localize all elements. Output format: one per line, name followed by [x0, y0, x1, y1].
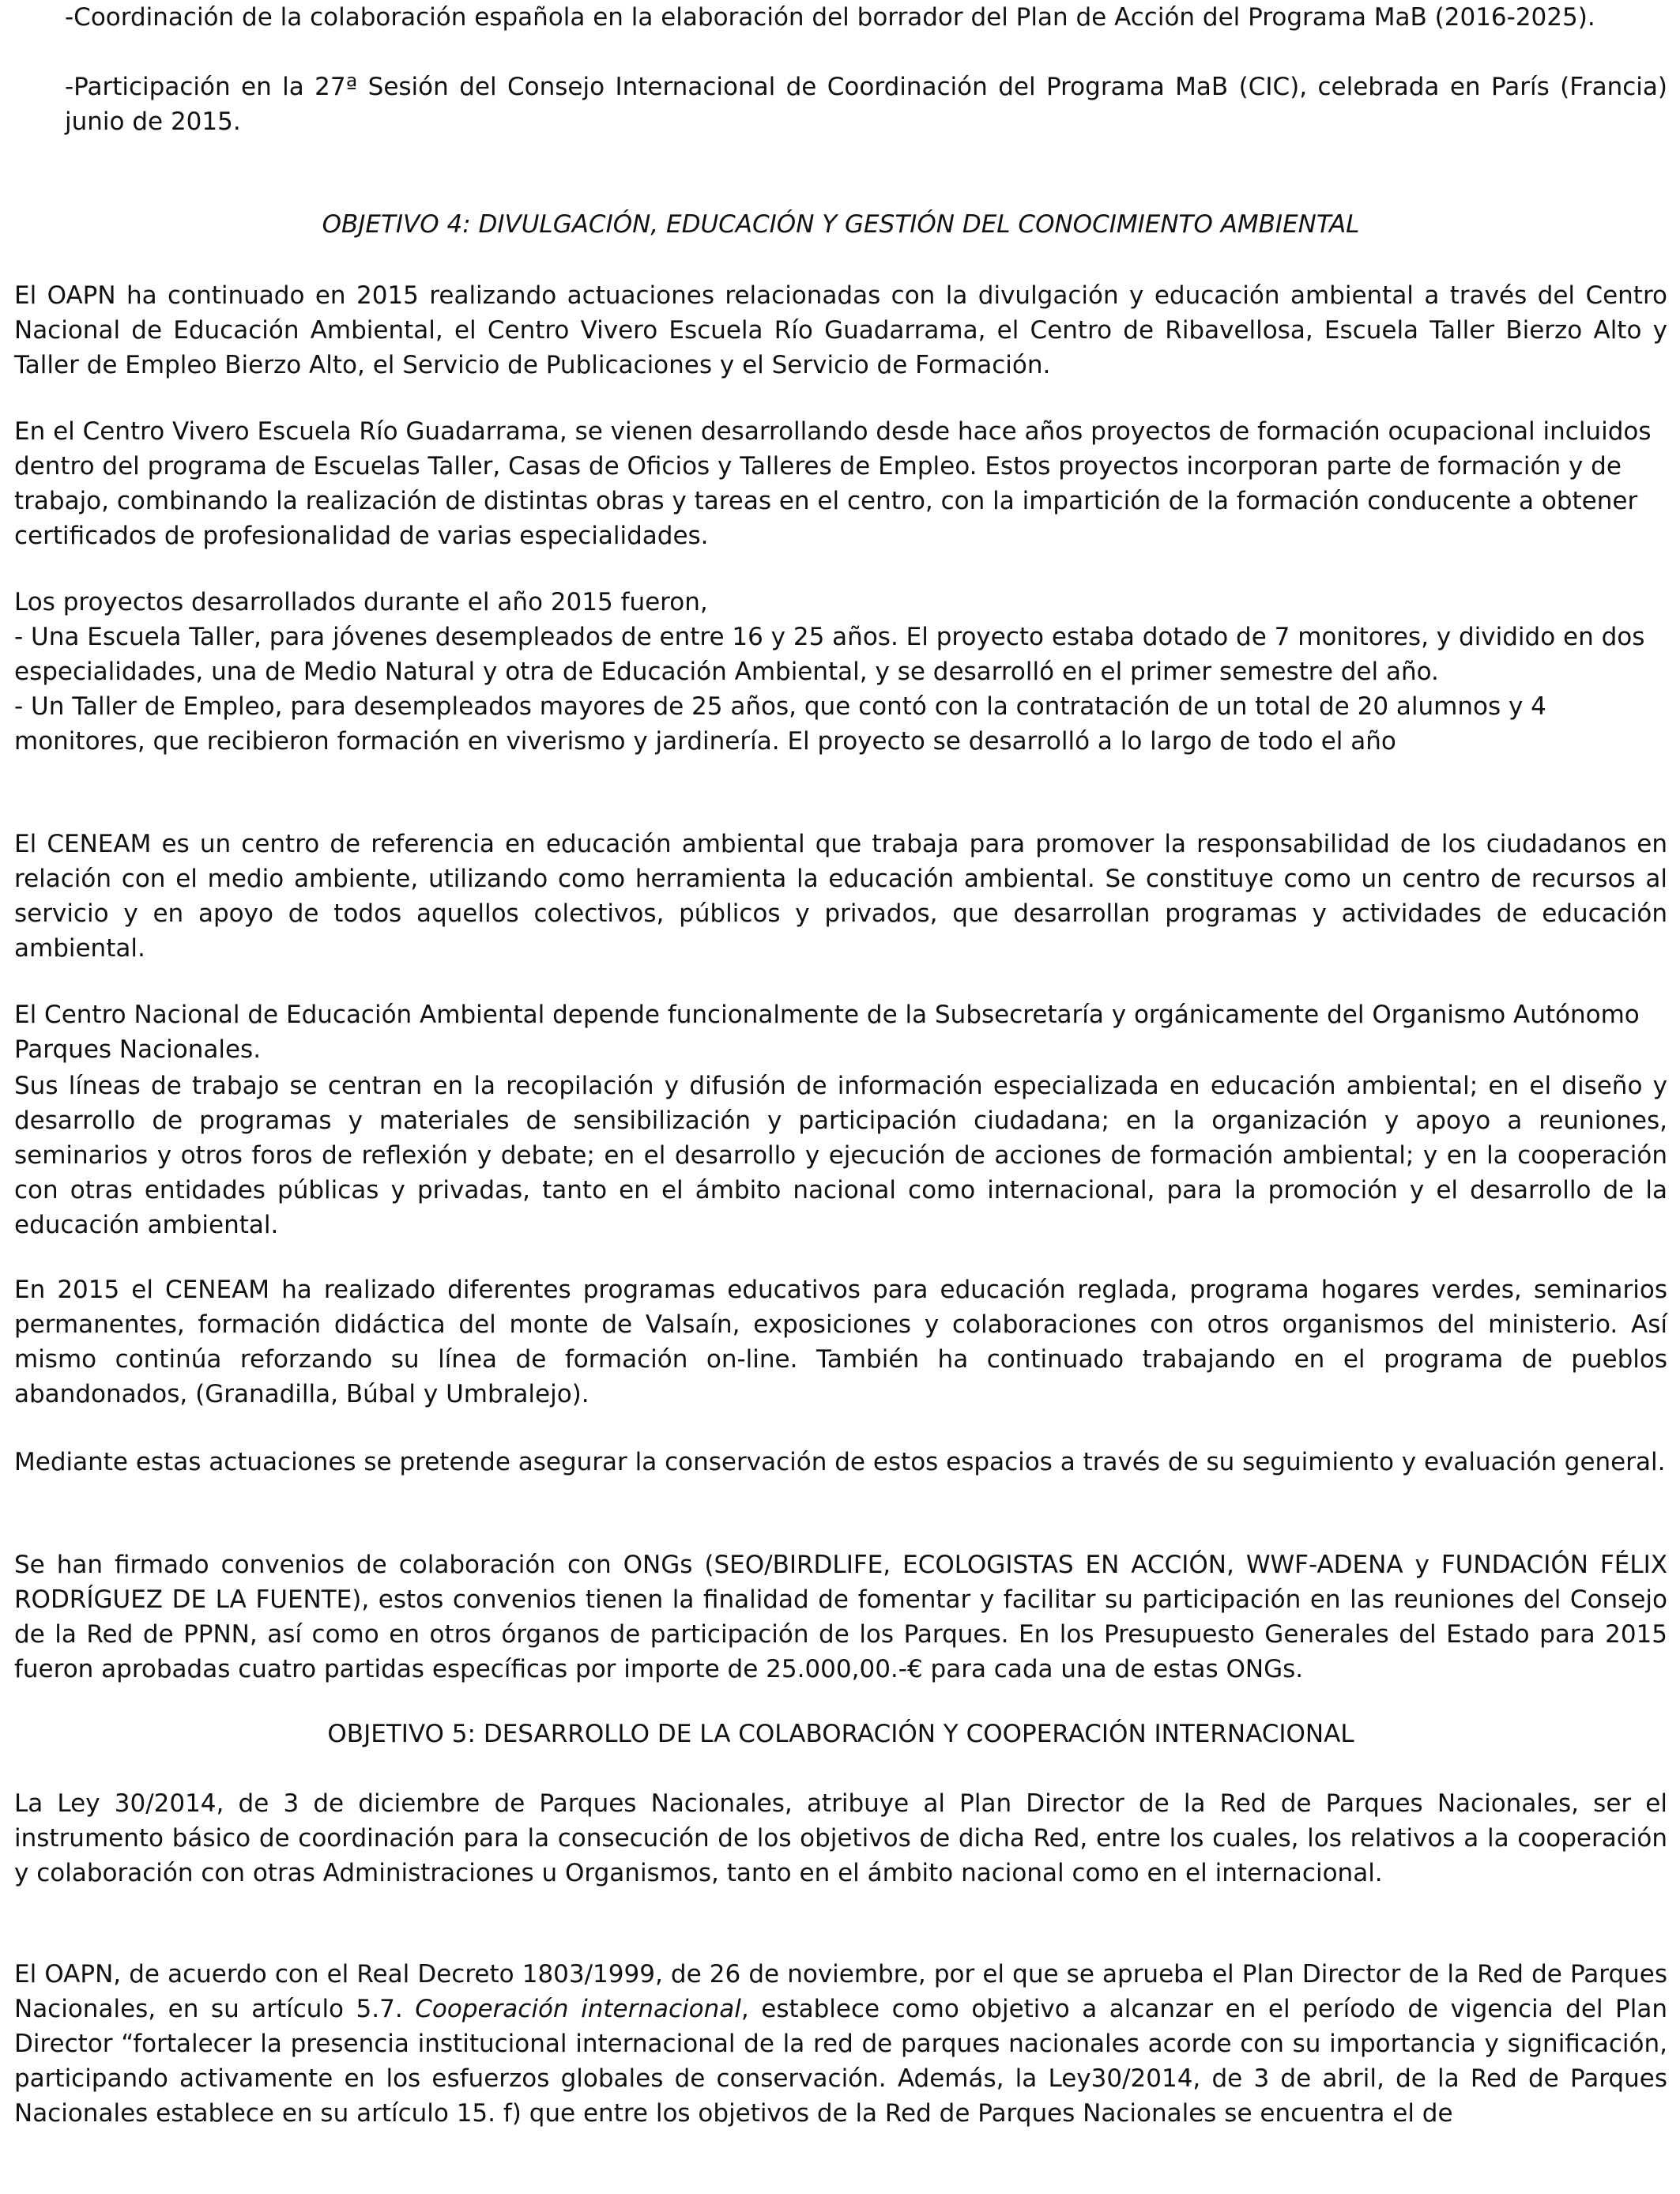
paragraph-real-decreto-start: El OAPN, de acuerdo con el Real Decreto 1803/1999, de 26 de noviembre, por el que se aprueba el Plan Director de la Red de Parques Nacionales, en su artículo 5.7.	[14, 1960, 1667, 2023]
paragraph-projects-intro: Los proyectos desarrollados durante el año 2015 fueron,	[14, 588, 708, 616]
paragraph-oapn-2015: El OAPN ha continuado en 2015 realizando actuaciones relacionadas con la divulgación y educación ambiental a través del Centro Nacional de Educación Ambiental, el Centro Vivero Escuela Río Guadarrama, el Centro de Ribavellosa, Escuela Taller Bierzo Alto y Taller de Empleo Bierzo Alto, el Servicio de Publicaciones y el Servicio de Formación.	[14, 281, 1667, 379]
list-item-escuela-taller: - Una Escuela Taller, para jóvenes desempleados de entre 16 y 25 años. El proyecto estaba dotado de 7 monitores, y dividido en dos especialidades, una de Medio Natural y otra de Educación Ambiental, y se desarrolló en el primer semestre del año.	[14, 623, 1645, 686]
paragraph-real-decreto	[14, 1957, 1667, 2131]
heading-objective-5: OBJETIVO 5: DESARROLLO DE LA COLABORACIÓN Y COOPERACIÓN INTERNACIONAL	[327, 1720, 1354, 1748]
heading-objective-4: OBJETIVO 4: DIVULGACIÓN, EDUCACIÓN Y GESTIÓN DEL CONOCIMIENTO AMBIENTAL	[322, 210, 1360, 239]
bullet-mab-session: -Participación en la 27ª Sesión del Consejo Internacional de Coordinación del Programa MaB (CIC), celebrada en París (Francia) junio de 2015.	[65, 73, 1667, 136]
paragraph-vivero-escuela: En el Centro Vivero Escuela Río Guadarrama, se vienen desarrollando desde hace años proyectos de formación ocupacional incluidos dentro del programa de Escuelas Taller, Casas de Oficios y Talleres de Empleo. Estos proyectos incorporan parte de formación y de trabajo, combinando la realización de distintas obras y tareas en el centro, con la impartición de la formación conducente a obtener certificados de profesionalidad de varias especialidades.	[14, 417, 1652, 550]
list-item-taller-empleo: - Un Taller de Empleo, para desempleados mayores de 25 años, que contó con la contratación de un total de 20 alumnos y 4 monitores, que recibieron formación en viverismo y jardinería. El proyecto se desarrolló a lo largo de todo el año	[14, 692, 1546, 756]
paragraph-mediante: Mediante estas actuaciones se pretende asegurar la conservación de estos espacios a través de su seguimiento y evaluación general.	[14, 1448, 1666, 1476]
paragraph-ceneam-referencia: El CENEAM es un centro de referencia en educación ambiental que trabaja para promover la responsabilidad de los ciudadanos en relación con el medio ambiente, utilizando como herramienta la educación ambiental. Se constituye como un centro de recursos al servicio y en apoyo de todos aquellos colectivos, públicos y privados, que desarrollan programas y actividades de educación ambiental.	[14, 830, 1667, 963]
paragraph-convenios: Se han firmado convenios de colaboración con ONGs (SEO/BIRDLIFE, ECOLOGISTAS EN ACCIÓN, WWF-ADENA y FUNDACIÓN FÉLIX RODRÍGUEZ DE LA FUENTE), estos convenios tienen la finalidad de fomentar y facilitar su participación en las reuniones del Consejo de la Red de PPNN, así como en otros órganos de participación de los Parques. En los Presupuesto Generales del Estado para 2015 fueron aprobadas cuatro partidas específicas por importe de 25.000,00.-€ para cada una de estas ONGs.	[14, 1551, 1667, 1683]
paragraph-real-decreto-end: , establece como objetivo a alcanzar en el período de vigencia del Plan Director “fortalecer la presencia institucional internacional de la red de parques nacionales acorde con su importancia y significación, participando activamente en los esfuerzos globales de conservación. Además, la Ley30/2014, de 3 de abril, de la Red de Parques Nacionales establece en su artículo 15. f) que entre los objetivos de la Red de Parques Nacionales se encuentra el de	[14, 1995, 1667, 2128]
paragraph-real-decreto-italic: Cooperación internacional	[415, 1995, 741, 2023]
paragraph-lineas-trabajo: Sus líneas de trabajo se centran en la recopilación y difusión de información especializada en educación ambiental; en el diseño y desarrollo de programas y materiales de sensibilización y participación ciudadana; en la organización y apoyo a reuniones, seminarios y otros foros de reflexión y debate; en el desarrollo y ejecución de acciones de formación ambiental; y en la cooperación con otras entidades públicas y privadas, tanto en el ámbito nacional como internacional, para la promoción y el desarrollo de la educación ambiental.	[14, 1072, 1667, 1239]
paragraph-ceneam-dependencia: El Centro Nacional de Educación Ambiental depende funcionalmente de la Subsecretaría y orgánicamente del Organismo Autónomo Parques Nacionales.	[14, 1001, 1640, 1064]
paragraph-ley-30-2014: La Ley 30/2014, de 3 de diciembre de Parques Nacionales, atribuye al Plan Director de la Red de Parques Nacionales, ser el instrumento básico de coordinación para la consecución de los objetivos de dicha Red, entre los cuales, los relativos a la cooperación y colaboración con otras Administraciones u Organismos, tanto en el ámbito nacional como en el internacional.	[14, 1789, 1667, 1887]
paragraph-ceneam-2015: En 2015 el CENEAM ha realizado diferentes programas educativos para educación reglada, programa hogares verdes, seminarios permanentes, formación didáctica del monte de Valsaín, exposiciones y colaboraciones con otros organismos del ministerio. Así mismo continúa reforzando su línea de formación on-line. También ha continuado trabajando en el programa de pueblos abandonados, (Granadilla, Búbal y Umbralejo).	[14, 1276, 1667, 1408]
bullet-mab-plan: -Coordinación de la colaboración española en la elaboración del borrador del Plan de Acción del Programa MaB (2016-2025).	[65, 3, 1595, 32]
